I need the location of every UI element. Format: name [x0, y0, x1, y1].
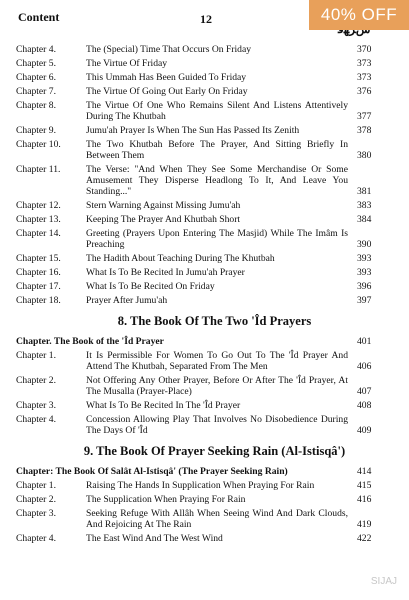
toc-row[interactable]	[0, 164, 409, 197]
toc-row[interactable]	[0, 400, 409, 411]
toc-page-number: 378	[357, 125, 372, 136]
toc-row[interactable]	[0, 228, 409, 250]
content-label: Content	[18, 10, 60, 24]
toc-chapter-label: Chapter 10.	[16, 139, 61, 150]
toc-title: What Is To Be Recited In The 'Îd Prayer	[86, 400, 241, 411]
toc-chapter-label: Chapter 17.	[16, 281, 61, 292]
toc-row[interactable]	[0, 533, 409, 544]
toc-title: The Virtue Of One Who Remains Silent And Listens Attentively During The Khutbah	[86, 100, 348, 122]
toc-title: The (Special) Time That Occurs On Friday	[86, 44, 252, 55]
toc-page-number: 416	[357, 494, 372, 505]
toc-row[interactable]	[0, 336, 409, 347]
toc-title: Chapter. The Book of the 'Îd Prayer	[16, 336, 164, 347]
toc-title: Keeping The Prayer And Khutbah Short	[86, 214, 241, 225]
toc-row[interactable]	[0, 139, 409, 161]
toc-chapter-label: Chapter 16.	[16, 267, 61, 278]
section-heading: 8. The Book Of The Two 'Îd Prayers	[117, 314, 312, 328]
toc-page-number: 407	[357, 386, 372, 397]
toc-title: Raising The Hands In Supplication When Praying For Rain	[86, 480, 315, 491]
toc-title: The Virtue Of Going Out Early On Friday	[86, 86, 248, 97]
toc-page-number: 370	[357, 44, 372, 55]
toc-chapter-label: Chapter 1.	[16, 480, 56, 491]
toc-title: This Ummah Has Been Guided To Friday	[86, 72, 247, 83]
toc-chapter-label: Chapter 15.	[16, 253, 61, 264]
toc-row[interactable]	[0, 295, 409, 306]
toc-title: What Is To Be Recited In Jumu'ah Prayer	[86, 267, 245, 278]
toc-chapter-label: Chapter 2.	[16, 375, 56, 386]
toc-page-number: 373	[357, 72, 372, 83]
toc-title: The Two Khutbah Before The Prayer, And Sitting Briefly In Between Them	[86, 139, 348, 161]
toc-page-number: 414	[357, 466, 372, 477]
toc-row[interactable]	[0, 494, 409, 505]
toc-chapter-label: Chapter 18.	[16, 295, 61, 306]
toc-page-number: 393	[357, 253, 372, 264]
toc-page-number: 384	[357, 214, 372, 225]
page-number: 12	[200, 12, 212, 26]
toc-page-number: 408	[357, 400, 372, 411]
toc-page-number: 409	[357, 425, 372, 436]
toc-chapter-label: Chapter 3.	[16, 400, 56, 411]
toc-row[interactable]	[0, 466, 409, 477]
toc-title: Not Offering Any Other Prayer, Before Or After The 'Îd Prayer, At The Musalla (Prayer-Place)	[86, 375, 348, 397]
discount-badge: 40% OFF	[309, 0, 409, 30]
toc-row[interactable]	[0, 72, 409, 83]
toc-chapter-label: Chapter 4.	[16, 44, 56, 55]
toc-row[interactable]	[0, 44, 409, 55]
toc-row[interactable]	[0, 350, 409, 372]
toc-page-number: 393	[357, 267, 372, 278]
toc-title: The Hadith About Teaching During The Khutbah	[86, 253, 275, 264]
toc-title: Chapter: The Book Of Salât Al-Istisqâ' (The Prayer Seeking Rain)	[16, 466, 288, 477]
toc-title: What Is To Be Recited On Friday	[86, 281, 215, 292]
watermark: SIJAJ	[370, 576, 397, 587]
toc-chapter-label: Chapter 2.	[16, 494, 56, 505]
toc-page-number: 397	[357, 295, 372, 306]
toc-title: Seeking Refuge With Allâh When Seeing Wind And Dark Clouds, And Rejoicing At The Rain	[86, 508, 348, 530]
toc-page-number: 415	[357, 480, 372, 491]
toc-page-number: 380	[357, 150, 372, 161]
toc-page-number: 381	[357, 186, 372, 197]
toc-chapter-label: Chapter 4.	[16, 414, 56, 425]
toc-title: Greeting (Prayers Upon Entering The Masjid) While The Imâm Is Preaching	[86, 228, 348, 250]
section-heading: 9. The Book Of Prayer Seeking Rain (Al-Istisqâ')	[83, 444, 346, 458]
toc-row[interactable]	[0, 375, 409, 397]
toc-row[interactable]	[0, 86, 409, 97]
toc-page-number: 419	[357, 519, 372, 530]
toc-page-number: 383	[357, 200, 372, 211]
toc-chapter-label: Chapter 11.	[16, 164, 61, 175]
toc-row[interactable]	[0, 508, 409, 530]
toc-chapter-label: Chapter 9.	[16, 125, 56, 136]
toc-page-number: 422	[357, 533, 372, 544]
toc-page-number: 396	[357, 281, 372, 292]
toc-title: The East Wind And The West Wind	[86, 533, 223, 544]
toc-list	[0, 44, 409, 547]
toc-title: Stern Warning Against Missing Jumu'ah	[86, 200, 241, 211]
toc-chapter-label: Chapter 14.	[16, 228, 61, 239]
toc-chapter-label: Chapter 1.	[16, 350, 56, 361]
toc-title: The Virtue Of Friday	[86, 58, 168, 69]
toc-chapter-label: Chapter 4.	[16, 533, 56, 544]
toc-row[interactable]	[0, 125, 409, 136]
toc-title: The Supplication When Praying For Rain	[86, 494, 246, 505]
toc-chapter-label: Chapter 5.	[16, 58, 56, 69]
toc-title: Concession Allowing Play That Involves No Disobedience During The Days Of 'Îd	[86, 414, 348, 436]
toc-page-number: 406	[357, 361, 372, 372]
toc-page-number: 401	[357, 336, 372, 347]
toc-page-number: 376	[357, 86, 372, 97]
toc-chapter-label: Chapter 3.	[16, 508, 56, 519]
page-header	[0, 0, 409, 42]
toc-row[interactable]	[0, 480, 409, 491]
toc-row[interactable]	[0, 214, 409, 225]
toc-page-number: 377	[357, 111, 372, 122]
toc-chapter-label: Chapter 13.	[16, 214, 61, 225]
toc-chapter-label: Chapter 6.	[16, 72, 56, 83]
toc-page-number: 390	[357, 239, 372, 250]
toc-chapter-label: Chapter 7.	[16, 86, 56, 97]
toc-title: Jumu'ah Prayer Is When The Sun Has Passed Its Zenith	[86, 125, 300, 136]
toc-chapter-label: Chapter 8.	[16, 100, 56, 111]
toc-title: It Is Permissible For Women To Go Out To The 'Îd Prayer And Attend The Khutbah, Separated From The Men	[86, 350, 348, 372]
toc-row[interactable]	[0, 58, 409, 69]
toc-row[interactable]	[0, 267, 409, 278]
toc-page-number: 373	[357, 58, 372, 69]
toc-title: The Verse: "And When They See Some Merchandise Or Some Amusement They Disperse Headlong To It, And Leave You Standing..."	[86, 164, 348, 197]
toc-row[interactable]	[0, 253, 409, 264]
toc-row[interactable]	[0, 200, 409, 211]
toc-row[interactable]	[0, 281, 409, 292]
toc-title: Prayer After Jumu'ah	[86, 295, 168, 306]
toc-row[interactable]	[0, 100, 409, 122]
toc-chapter-label: Chapter 12.	[16, 200, 61, 211]
toc-row[interactable]	[0, 414, 409, 436]
